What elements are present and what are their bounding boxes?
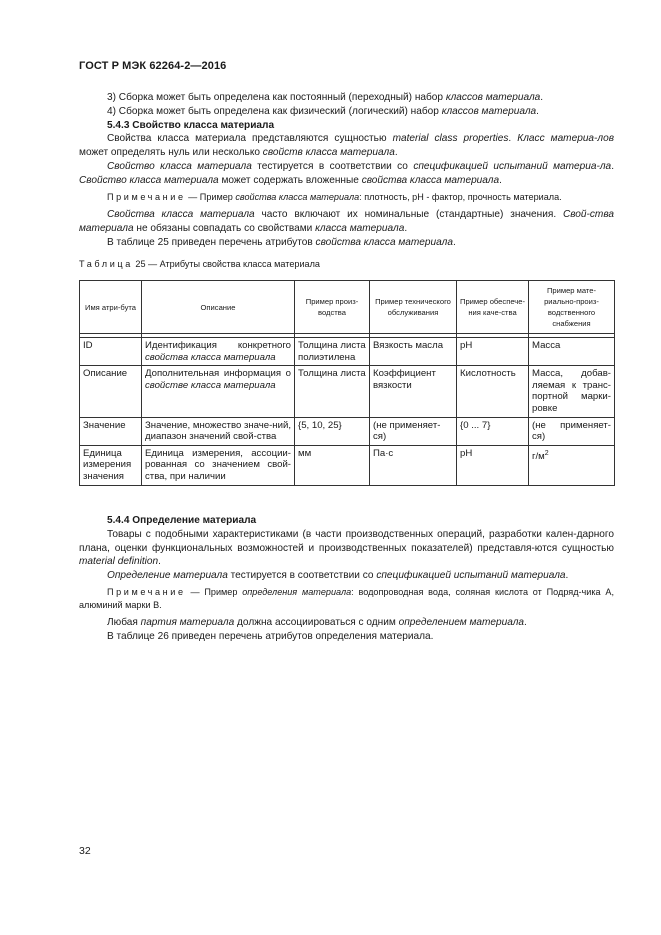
paragraph: В таблице 26 приведен перечень атрибутов определения материала. bbox=[107, 630, 434, 642]
assembly-item-3: 3) Сборка может быть определена как постоянный (переходный) набор классов материала. bbox=[107, 92, 544, 103]
cell-supply: Масса, добав-ляемая к транс-портной марки-ровке bbox=[529, 366, 615, 417]
note: Примечание — Пример определения материала: водопроводная вода, соляная кислота от Подряд-чика А, алюминий марки В. bbox=[79, 586, 615, 610]
cell-quality: Кислотность bbox=[457, 366, 529, 417]
cell-production: Толщина листа bbox=[295, 366, 370, 417]
note: Примечание — Пример свойства класса материала: плотность, рН - фактор, прочность материала. bbox=[107, 191, 562, 202]
attributes-table bbox=[79, 280, 615, 486]
table-row bbox=[80, 445, 615, 485]
cell-supply: Масса bbox=[529, 338, 615, 366]
header-cell: Описание bbox=[142, 281, 295, 334]
paragraph: В таблице 25 приведен перечень атрибутов свойства класса материала. bbox=[107, 236, 456, 248]
paragraph: Свойства класса материала часто включают их номинальные (стандартные) значения. Свой-ства материала не обязаны совпадать со свойствами класса материала. bbox=[79, 209, 614, 234]
document-header: ГОСТ Р МЭК 62264-2—2016 bbox=[79, 60, 227, 72]
paragraph: Товары с подобными характеристиками (в части производственных операций, разработки кален-дарного плана, оценки функциональных возможностей и производственных показателей) представля-ются сущностью material definition. bbox=[79, 528, 614, 568]
table-row bbox=[80, 366, 615, 417]
cell-quality: рН bbox=[457, 338, 529, 366]
cell-supply: $г/м^2$ bbox=[529, 445, 615, 485]
paragraph: Свойства класса материала представляются сущностью material class properties. Класс материа-лов может определять нуль или несколько свойств класса материала. bbox=[79, 133, 614, 159]
header-cell: Пример произ-водства bbox=[295, 281, 370, 334]
cell-name: Описание bbox=[80, 366, 142, 417]
cell-supply: (не применяет-ся) bbox=[529, 417, 615, 445]
cell-name: ID bbox=[80, 338, 142, 366]
header-cell: Пример технического обслуживания bbox=[370, 281, 457, 334]
table-row bbox=[80, 417, 615, 445]
table-caption: Таблица 25 — Атрибуты свойства класса материала bbox=[79, 259, 320, 269]
paragraph: Свойство класса материала тестируется в соответствии со спецификацией испытаний материа-ла. Свойство класса материала может содержать вложенные свойства класса материала. bbox=[79, 160, 614, 186]
cell-name: Единица измерения значения bbox=[80, 445, 142, 485]
section-5-4-3 bbox=[79, 91, 614, 250]
cell-description: Дополнительная информация о свойстве класса материала bbox=[142, 366, 295, 417]
section-heading-5-4-3: 5.4.3 Свойство класса материала bbox=[107, 119, 275, 131]
cell-description: Единица измерения, ассоции-рованная со значением свой-ства, при наличии bbox=[142, 445, 295, 485]
section-5-4-4 bbox=[79, 514, 614, 644]
paragraph: Определение материала тестируется в соответствии со спецификацией испытаний материала. bbox=[107, 570, 569, 582]
section-heading-5-4-4: 5.4.4 Определение материала bbox=[107, 515, 257, 526]
cell-production: Толщина листа полиэтилена bbox=[295, 338, 370, 366]
cell-description: Идентификация конкретного свойства класса материала bbox=[142, 338, 295, 366]
header-cell: Имя атри-бута bbox=[80, 281, 142, 334]
header-cell: Пример обеспече-ния каче-ства bbox=[457, 281, 529, 334]
table-row bbox=[80, 338, 615, 366]
page-number: 32 bbox=[79, 845, 91, 857]
cell-description: Значение, множество значе-ний, диапазон значений свой-ства bbox=[142, 417, 295, 445]
cell-name: Значение bbox=[80, 417, 142, 445]
cell-maintenance: Вязкость масла bbox=[370, 338, 457, 366]
cell-maintenance: Па·с bbox=[370, 445, 457, 485]
header-cell: Пример мате-риально-произ-водственного снабжения bbox=[529, 281, 615, 334]
table-header-row bbox=[80, 281, 615, 334]
cell-production: мм bbox=[295, 445, 370, 485]
cell-quality: {0 ... 7} bbox=[457, 417, 529, 445]
cell-quality: рН bbox=[457, 445, 529, 485]
cell-maintenance: (не применяет-ся) bbox=[370, 417, 457, 445]
cell-maintenance: Коэффициент вязкости bbox=[370, 366, 457, 417]
cell-production: {5, 10, 25} bbox=[295, 417, 370, 445]
assembly-item-4: 4) Сборка может быть определена как физический (логический) набор классов материала. bbox=[107, 105, 539, 117]
paragraph: Любая партия материала должна ассоциироваться с одним определением материала. bbox=[107, 617, 527, 629]
